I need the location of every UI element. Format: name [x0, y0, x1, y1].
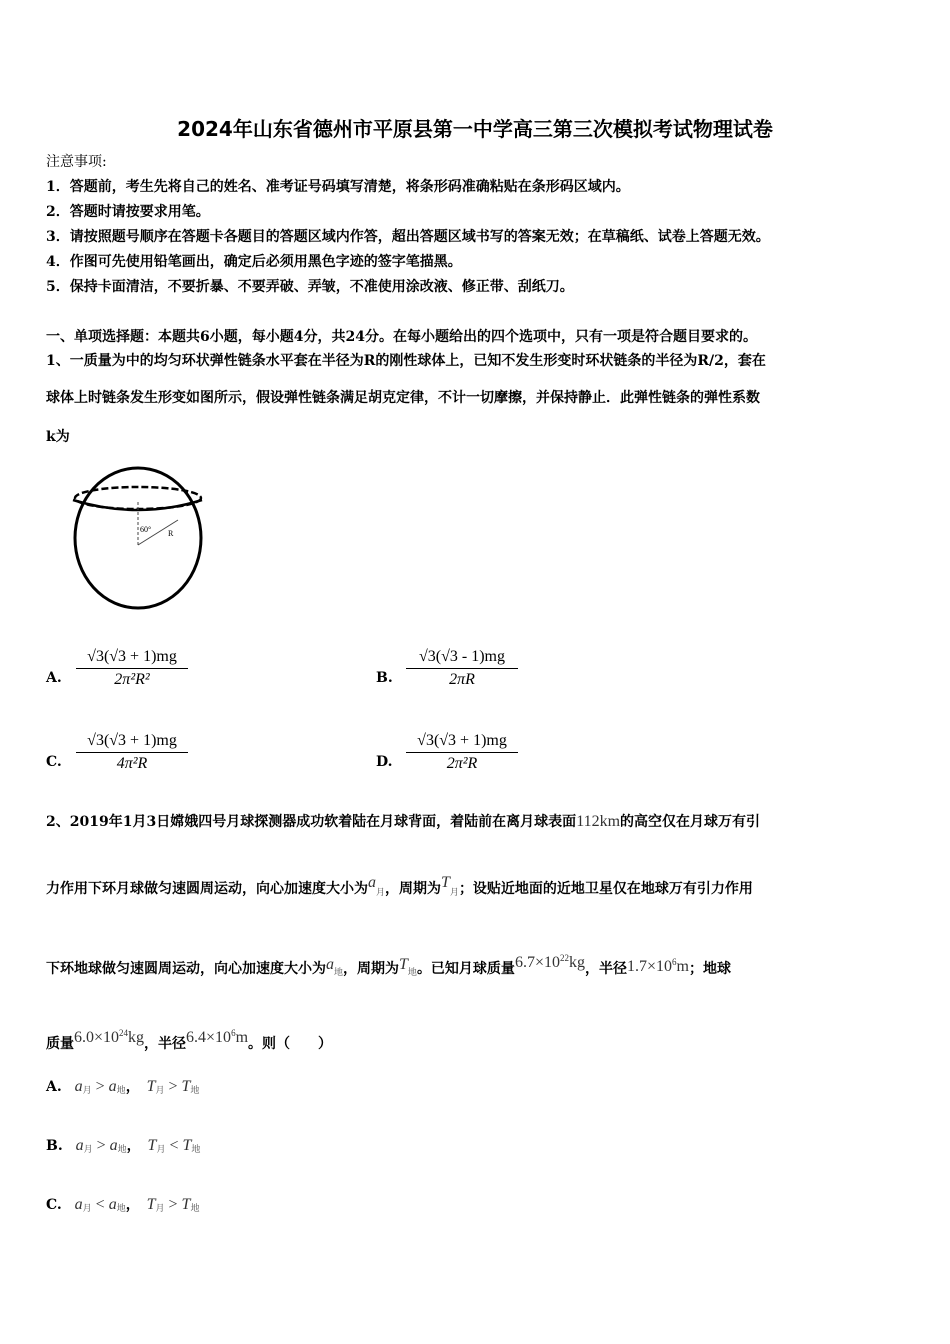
sphere-chain-figure — [68, 460, 208, 610]
page-title: 2024年山东省德州市平原县第一中学高三第三次模拟考试物理试卷 — [177, 117, 773, 141]
q1-option-b-formula[interactable] — [406, 648, 518, 689]
q1-option-b-numerator: √3(√3 - 1)mg — [419, 648, 505, 665]
notice-heading: 注意事项: — [46, 154, 107, 170]
notice-item-5: 5．保持卡面清洁，不要折暴、不要弄破、弄皱，不准使用涂改液、修正带、刮纸刀。 — [46, 279, 574, 295]
notice-item-4: 4．作图可先使用铅笔画出，确定后必须用黑色字迹的签字笔描黑。 — [46, 254, 462, 270]
q1-option-b-label[interactable]: B. — [376, 670, 393, 686]
q1-option-c-denominator: 4π²R — [116, 755, 148, 772]
q2-option-c[interactable]: C. $a_月 < a_地$， $T_月 > T_地$ — [46, 1196, 200, 1213]
q1-option-c-label[interactable]: C. — [46, 754, 62, 770]
q1-text-line3: k为 — [46, 429, 70, 445]
q1-text-line1: 1、一质量为中的均匀环状弹性链条水平套在半径为R的刚性球体上，已知不发生形变时环状链条的半径为R/2，套在 — [46, 353, 766, 369]
q1-option-a-label[interactable]: A. — [46, 670, 62, 686]
moon-mass: $6.7\times 10^{22}kg$ — [514, 953, 585, 971]
q1-option-d-numerator: √3(√3 + 1)mg — [417, 732, 507, 749]
q1-option-a-formula[interactable] — [76, 648, 188, 689]
q2-option-a[interactable]: A. $a_月 > a_地$， $T_月 > T_地$ — [46, 1078, 200, 1095]
q1-option-a-denominator: 2π²R² — [114, 671, 150, 688]
q1-option-c-numerator: √3(√3 + 1)mg — [87, 732, 177, 749]
q2-option-b[interactable]: B. $a_月 > a_地$， $T_月 < T_地$ — [46, 1137, 201, 1154]
notice-item-1: 1．答题前，考生先将自己的姓名、准考证号码填写清楚，将条形码准确粘贴在条形码区域内。 — [46, 179, 630, 195]
q1-option-d-label[interactable]: D. — [376, 754, 393, 770]
earth-radius: $6.4\times 10^6m$ — [186, 1028, 249, 1046]
q2-text-line3: 下环地球做匀速圆周运动，向心加速度大小为$a_地$，周期为$T_地$。已知月球质量$6.7\times 10^{22}kg$，半径$1.7\times 10^6m$；地球 — [46, 953, 731, 978]
q1-text-line2: 球体上时链条发生形变如图所示，假设弹性链条满足胡克定律，不计一切摩擦，并保持静止．此弹性链条的弹性系数 — [46, 390, 760, 406]
earth-mass: $6.0\times 10^{24}kg$ — [74, 1028, 145, 1046]
q2-text-line1: 2、2019年1月3日嫦娥四号月球探测器成功软着陆在月球背面，着陆前在离月球表面112km的高空仅在月球万有引 — [46, 813, 761, 830]
q2-text-line2: 力作用下环月球做匀速圆周运动，向心加速度大小为$a_月$，周期为$T_月$；设贴近地面的近地卫星仅在地球万有引力作用 — [46, 874, 753, 898]
angle-label: 60° — [140, 525, 152, 534]
q1-option-b-denominator: 2πR — [449, 671, 475, 688]
notice-item-3: 3．请按照题号顺序在答题卡各题目的答题区域内作答，超出答题区域书写的答案无效；在草稿纸、试卷上答题无效。 — [46, 229, 770, 245]
moon-radius: $1.7\times 10^6m$ — [626, 957, 689, 975]
q1-option-d-formula[interactable] — [406, 732, 518, 773]
q1-option-d-denominator: 2π²R — [446, 755, 478, 772]
q1-option-a-numerator: √3(√3 + 1)mg — [87, 648, 177, 665]
moon-altitude: 112km — [576, 813, 621, 830]
section-heading: 一、单项选择题：本题共6小题，每小题4分，共24分。在每小题给出的四个选项中，只有一项是符合题目要求的。 — [46, 329, 757, 345]
q2-text-line4: 质量$6.0\times 10^{24}kg$，半径$6.4\times 10^6m$。则（ ） — [46, 1028, 333, 1052]
radius-label: R — [168, 529, 174, 538]
q1-option-c-formula[interactable] — [76, 732, 188, 773]
notice-item-2: 2．答题时请按要求用笔。 — [46, 204, 210, 220]
